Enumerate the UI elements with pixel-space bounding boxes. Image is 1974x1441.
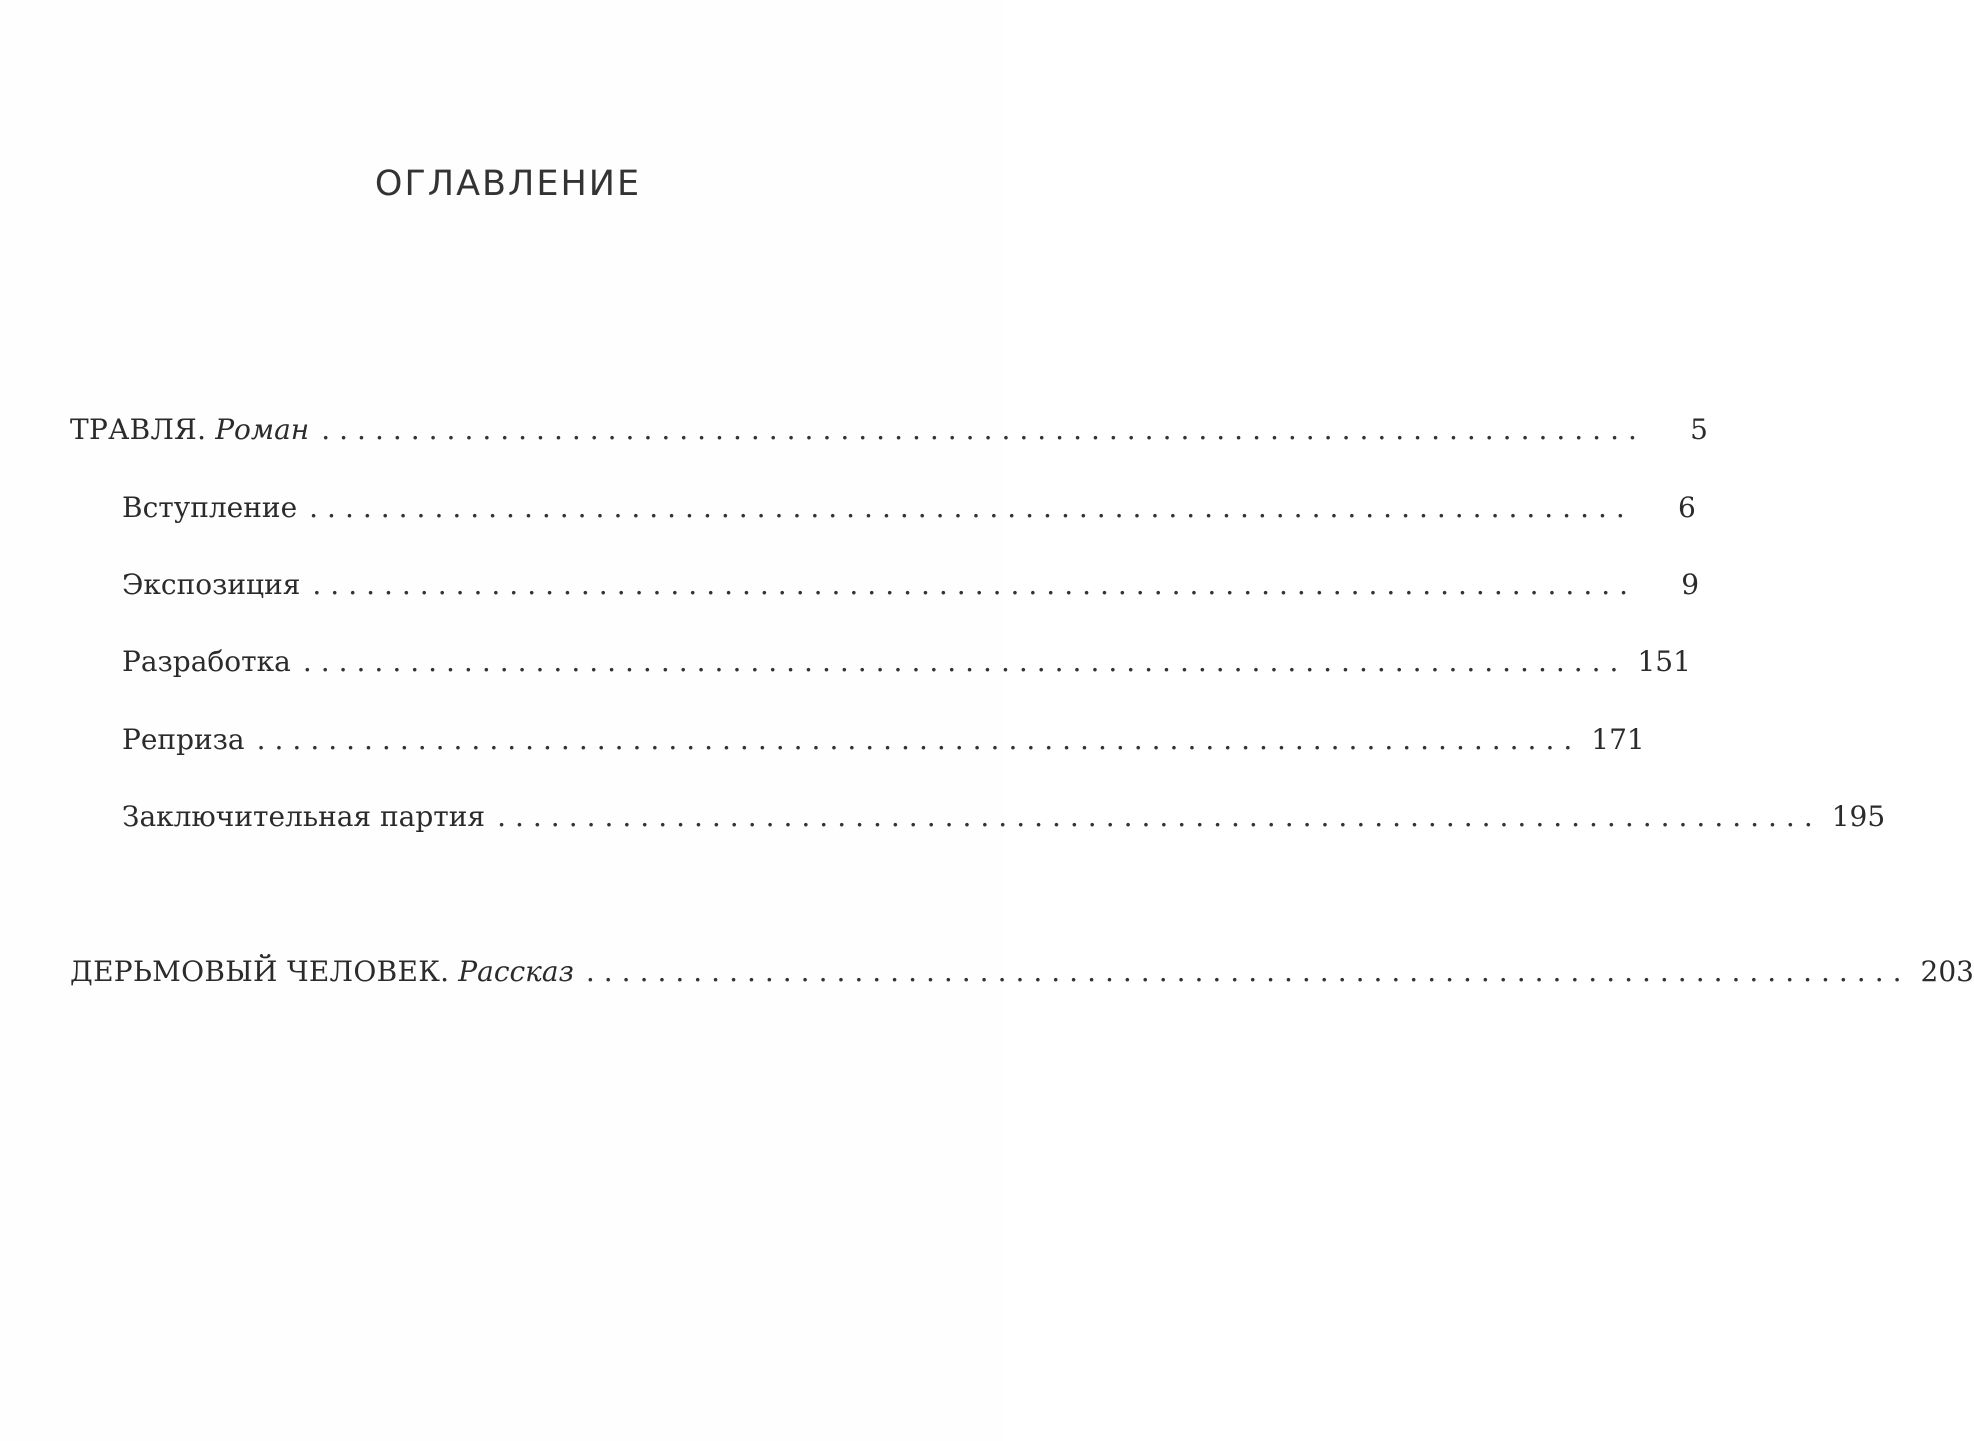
toc-page-number: 5	[1690, 413, 1708, 446]
toc-entry-label	[122, 565, 312, 605]
dot-leader: ..........................................................................	[497, 800, 1822, 833]
toc-entry	[122, 565, 1700, 605]
toc-entry-genre: Роман	[215, 413, 310, 446]
toc-entry	[70, 952, 1974, 992]
toc-entry-label	[70, 952, 586, 992]
toc-entry-title: Вступление	[122, 491, 298, 524]
toc-entry	[122, 720, 1645, 760]
toc-entry-title: Реприза	[122, 723, 245, 756]
toc-page-number: 9	[1681, 568, 1700, 601]
dot-leader: ..........................................................................	[312, 568, 1638, 601]
toc-page-number: 151	[1637, 645, 1691, 678]
toc-entry	[122, 797, 1886, 837]
toc-page-number: 171	[1591, 723, 1645, 756]
toc-page-number: 195	[1831, 800, 1886, 833]
dot-leader: ..........................................................................	[321, 413, 1646, 446]
toc-entry-label	[70, 410, 321, 450]
page-title: ОГЛАВЛЕНИЕ	[374, 164, 642, 204]
toc-page-number: 6	[1677, 491, 1696, 524]
toc-entry-label	[122, 797, 497, 837]
dot-leader: ..........................................................................	[302, 645, 1628, 678]
dot-leader: ..........................................................................	[256, 723, 1582, 756]
toc-entry-label	[122, 642, 303, 682]
dot-leader: ..........................................................................	[585, 955, 1911, 988]
toc-page-number: 203	[1920, 955, 1974, 988]
toc-entry-title: Разработка	[122, 645, 291, 678]
toc-entry	[122, 642, 1691, 682]
toc-entry-title: ТРАВЛЯ.	[70, 413, 207, 446]
toc-entry-title: Заключительная партия	[122, 800, 486, 833]
toc-entry-title: Экспозиция	[122, 568, 301, 601]
toc-entry	[122, 488, 1696, 528]
toc-entry	[70, 410, 1708, 450]
dot-leader: ..........................................................................	[309, 491, 1634, 524]
toc-entry-label	[122, 488, 309, 528]
toc-entry-genre: Рассказ	[458, 955, 574, 988]
toc-entry-label	[122, 720, 257, 760]
toc-entry-title: ДЕРЬМОВЫЙ ЧЕЛОВЕК.	[70, 955, 450, 988]
